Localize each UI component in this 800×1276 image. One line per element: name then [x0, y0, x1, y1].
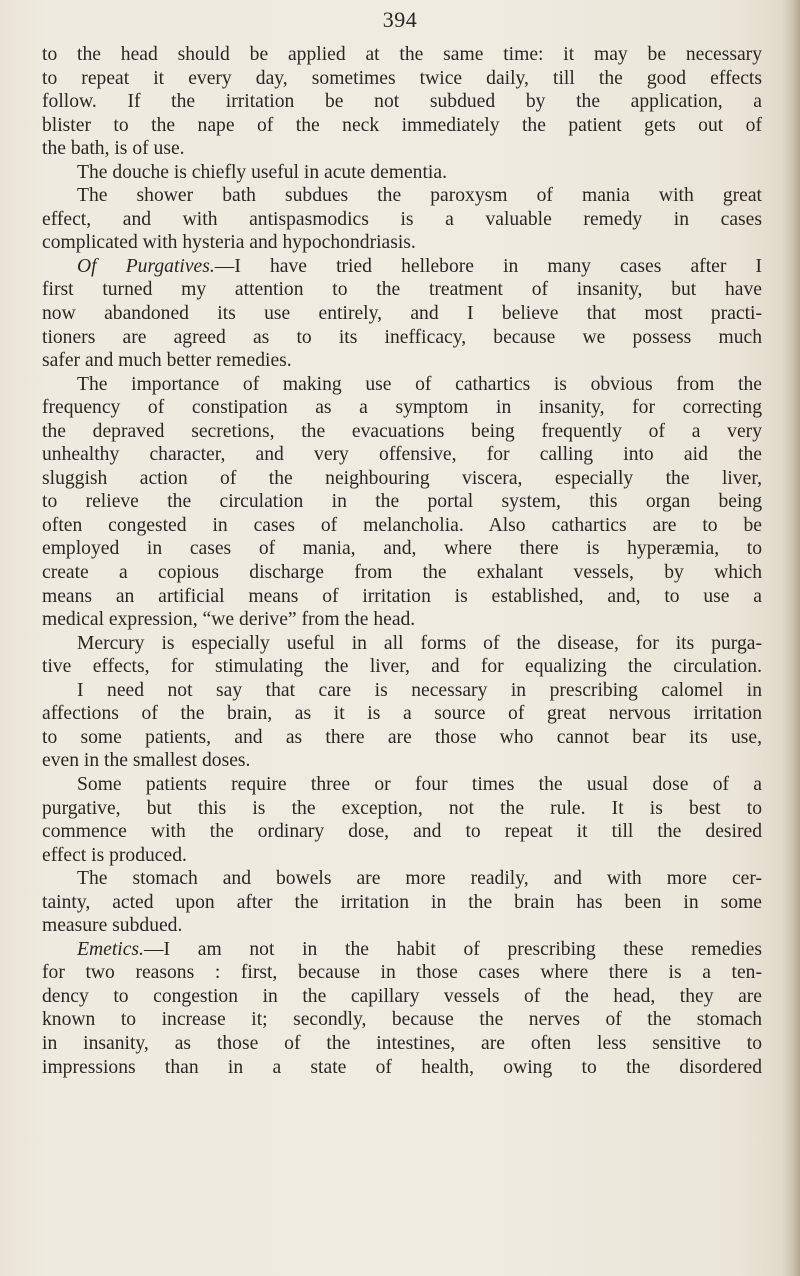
text-line	[42, 349, 762, 373]
text-line	[42, 467, 762, 491]
line-text: dency to congestion in the capillary vessels of the head, they are	[42, 985, 762, 1007]
line-text: unhealthy character, and very offensive, for calling into aid the	[42, 444, 762, 466]
text-line	[42, 326, 762, 350]
text-line	[42, 231, 762, 255]
text-line	[42, 820, 762, 844]
text-line	[42, 67, 762, 91]
line-text: known to increase it; secondly, because the nerves of the stomach	[42, 1009, 762, 1031]
line-text: now abandoned its use entirely, and I believe that most practi-	[42, 303, 762, 325]
text-line	[42, 985, 762, 1009]
line-text: The shower bath subdues the paroxysm of mania with great	[77, 185, 762, 207]
text-line	[42, 490, 762, 514]
text-line	[42, 1056, 762, 1080]
line-text: create a copious discharge from the exhalant vessels, by which	[42, 562, 762, 584]
line-text: Some patients require three or four times the usual dose of a	[77, 773, 762, 795]
text-line	[42, 278, 762, 302]
text-line	[42, 114, 762, 138]
text-line	[42, 208, 762, 232]
section-heading: Of Purgatives.	[77, 255, 215, 277]
line-text: commence with the ordinary dose, and to repeat it till the desired	[42, 821, 762, 843]
line-text: the depraved secretions, the evacuations being frequently of a very	[42, 420, 762, 442]
binding-shadow	[782, 0, 800, 1276]
text-line	[42, 137, 762, 161]
text-line	[42, 184, 762, 208]
line-text: to some patients, and as there are those who cannot bear its use,	[42, 726, 762, 748]
text-line	[42, 961, 762, 985]
text-line	[42, 938, 762, 962]
line-text: follow. If the irritation be not subdued by the application, a	[42, 91, 762, 113]
line-text: first turned my attention to the treatment of insanity, but have	[42, 279, 762, 301]
text-line	[42, 867, 762, 891]
text-line	[42, 891, 762, 915]
line-text: employed in cases of mania, and, where there is hyperæmia, to	[42, 538, 762, 560]
text-line	[42, 514, 762, 538]
section-heading: Emetics.	[77, 938, 144, 960]
line-text: sluggish action of the neighbouring viscera, especially the liver,	[42, 467, 762, 489]
line-text: Mercury is especially useful in all forms of the disease, for its purga-	[77, 632, 762, 654]
line-text: for two reasons : first, because in those cases where there is a ten-	[42, 962, 762, 984]
text-line	[42, 90, 762, 114]
line-text: tainty, acted upon after the irritation in the brain has been in some	[42, 891, 762, 913]
text-line	[42, 255, 762, 279]
line-text: to repeat it every day, sometimes twice daily, till the good effects	[42, 67, 762, 89]
line-text: impressions than in a state of health, owing to the disordered	[42, 1056, 762, 1078]
text-line	[42, 302, 762, 326]
line-text: safer and much better remedies.	[42, 350, 292, 372]
text-line	[42, 726, 762, 750]
line-text: in insanity, as those of the intestines, are often less sensitive to	[42, 1032, 762, 1054]
line-text: measure subdued.	[42, 915, 183, 937]
line-text: The importance of making use of cathartics is obvious from the	[77, 373, 762, 395]
line-text: tive effects, for stimulating the liver, and for equalizing the circulation.	[42, 656, 762, 678]
line-text: frequency of constipation as a symptom in insanity, for correcting	[42, 397, 762, 419]
line-text: even in the smallest doses.	[42, 750, 251, 772]
line-text: —I have tried hellebore in many cases after I	[214, 255, 762, 277]
line-text: effect, and with antispasmodics is a valuable remedy in cases	[42, 208, 762, 230]
line-text: The stomach and bowels are more readily, and with more cer-	[77, 868, 762, 890]
line-text: complicated with hysteria and hypochondriasis.	[42, 232, 416, 254]
text-line	[42, 797, 762, 821]
line-text: affections of the brain, as it is a source of great nervous irritation	[42, 703, 762, 725]
line-text: often congested in cases of melancholia. Also cathartics are to be	[42, 514, 762, 536]
line-text: the bath, is of use.	[42, 138, 185, 160]
line-text: The douche is chiefly useful in acute dementia.	[77, 161, 447, 183]
text-line	[42, 749, 762, 773]
text-line	[42, 443, 762, 467]
line-text: to relieve the circulation in the portal system, this organ being	[42, 491, 762, 513]
line-text: tioners are agreed as to its inefficacy, because we possess much	[42, 326, 762, 348]
line-text: effect is produced.	[42, 844, 187, 866]
text-line	[42, 632, 762, 656]
text-line	[42, 420, 762, 444]
line-text: medical expression, “we derive” from the head.	[42, 609, 416, 631]
text-line	[42, 844, 762, 868]
line-text: blister to the nape of the neck immediately the patient gets out of	[42, 114, 762, 136]
text-line	[42, 702, 762, 726]
text-line	[42, 1008, 762, 1032]
text-line	[42, 43, 762, 67]
text-line	[42, 914, 762, 938]
body-text	[42, 43, 762, 1079]
text-line	[42, 1032, 762, 1056]
line-text: purgative, but this is the exception, not the rule. It is best to	[42, 797, 762, 819]
line-text: —I am not in the habit of prescribing these remedies	[143, 938, 762, 960]
text-line	[42, 773, 762, 797]
text-line	[42, 373, 762, 397]
text-line	[42, 161, 762, 185]
text-line	[42, 608, 762, 632]
line-text: I need not say that care is necessary in prescribing calomel in	[77, 679, 762, 701]
line-text: to the head should be applied at the same time: it may be necessary	[42, 44, 762, 65]
text-line	[42, 655, 762, 679]
text-line	[42, 679, 762, 703]
text-line	[42, 561, 762, 585]
text-line	[42, 537, 762, 561]
page-number: 394	[382, 7, 418, 32]
text-line	[42, 585, 762, 609]
line-text: means an artificial means of irritation is established, and, to use a	[42, 585, 762, 607]
text-line	[42, 396, 762, 420]
